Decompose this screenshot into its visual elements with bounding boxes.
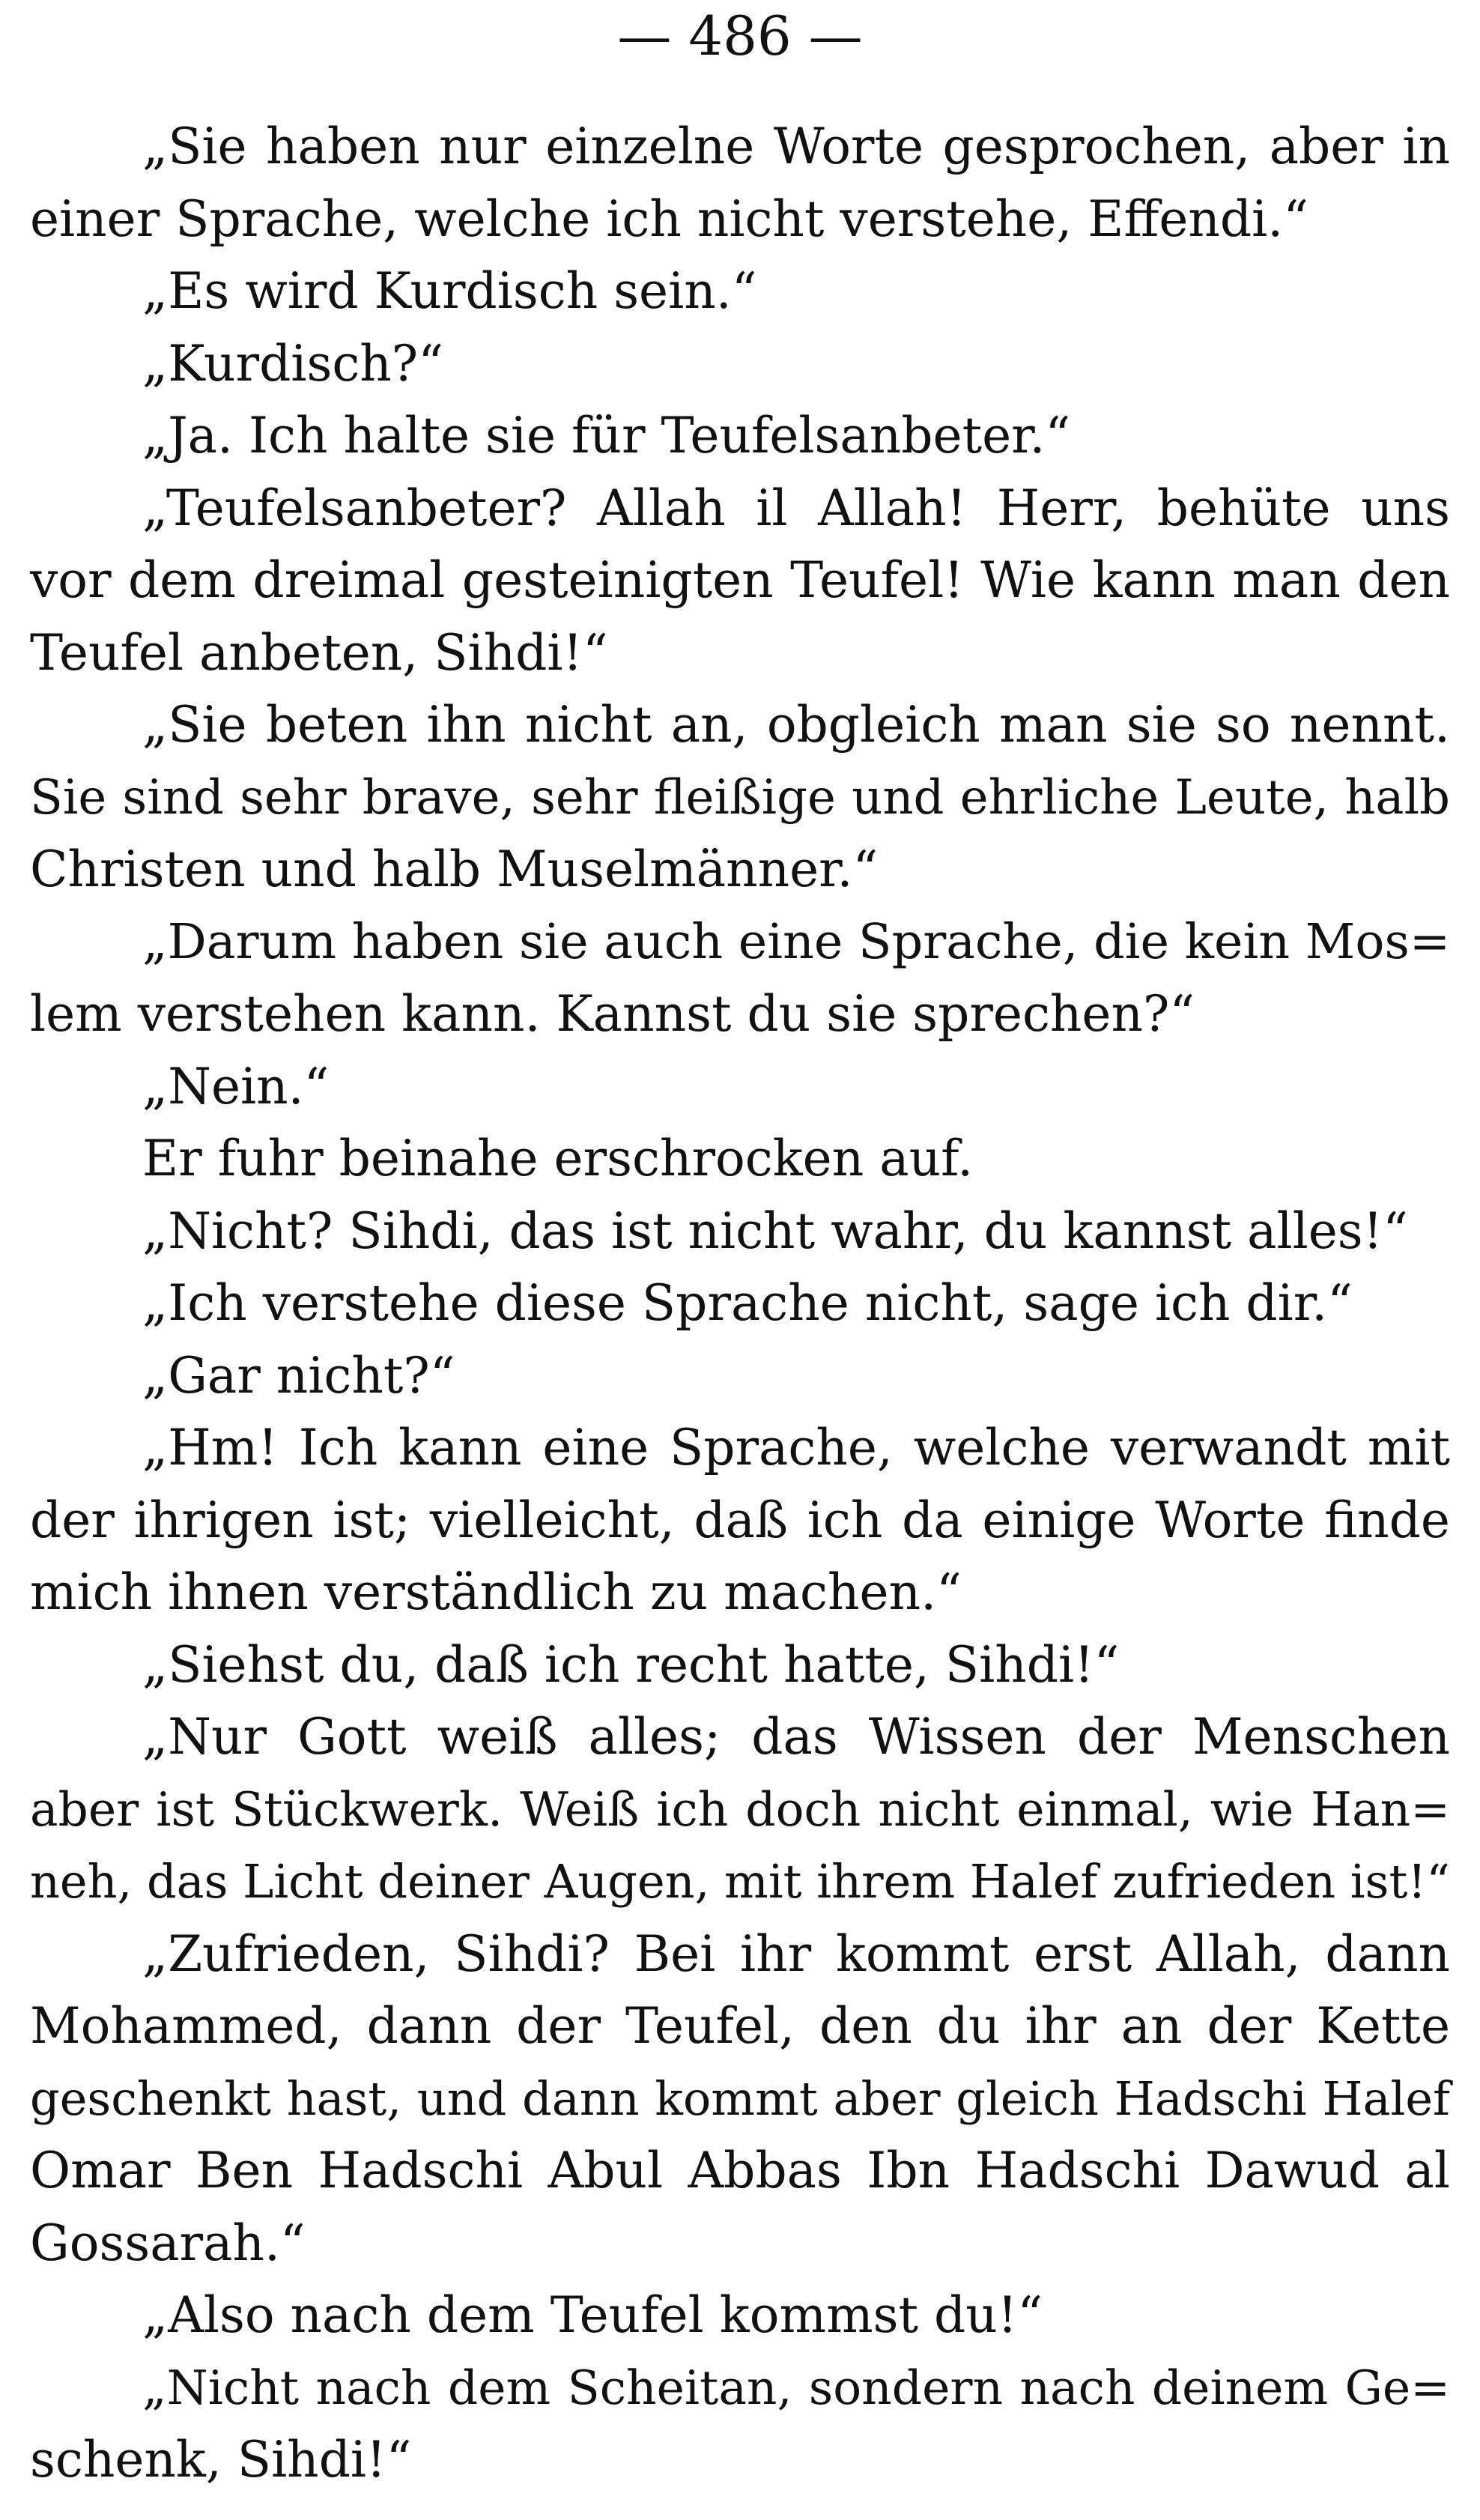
text-line: „Ich verstehe diese Sprache nicht, sage ich dir.“ <box>142 1274 1353 1332</box>
text-line: schenk, Sihdi!“ <box>30 2431 412 2489</box>
text-line: Sie sind sehr brave, sehr fleißige und ehrliche Leute, halb <box>30 769 1450 826</box>
text-line: „Darum haben sie auch eine Sprache, die kein Mos= <box>142 913 1451 970</box>
text-line: „Kurdisch?“ <box>142 334 443 393</box>
text-line: der ihrigen ist; vielleicht, daß ich da einige Worte finde <box>30 1491 1450 1549</box>
text-line: Gossarah.“ <box>30 2214 306 2272</box>
text-line: aber ist Stückwerk. Weiß ich doch nicht einmal, wie Han= <box>30 1781 1450 1837</box>
text-line: mich ihnen verständlich zu machen.“ <box>30 1563 962 1621</box>
text-line: Mohammed, dann der Teufel, den du ihr an der Kette <box>30 1997 1450 2055</box>
text-line: neh, das Licht deiner Augen, mit ihrem Halef zufrieden ist!“ <box>30 1854 1450 1909</box>
body-text <box>30 111 1450 2497</box>
text-line: „Gar nicht?“ <box>142 1346 455 1405</box>
text-line: „Zufrieden, Sihdi? Bei ihr kommt erst Allah, dann <box>142 1924 1450 1983</box>
text-line: „Nicht? Sihdi, das ist nicht wahr, du kannst alles!“ <box>142 1202 1408 1260</box>
text-line: Er fuhr beinahe erschrocken auf. <box>142 1130 974 1187</box>
text-line: „Siehst du, daß ich recht hatte, Sihdi!“ <box>142 1635 1120 1694</box>
text-line: geschenkt hast, und dann kommt aber gleich Hadschi Halef <box>30 2071 1450 2126</box>
text-line: lem verstehen kann. Kannst du sie sprechen?“ <box>30 985 1195 1043</box>
text-line: Christen und halb Muselmänner.“ <box>30 840 879 898</box>
text-line: „Sie haben nur einzelne Worte gesprochen, aber in <box>142 118 1450 175</box>
book-page <box>30 0 1450 2520</box>
text-line: „Nein.“ <box>142 1057 330 1115</box>
text-line: „Also nach dem Teufel kommst du!“ <box>142 2286 1043 2344</box>
text-line: „Nicht nach dem Scheitan, sondern nach deinem Ge= <box>142 2360 1450 2415</box>
text-line: vor dem dreimal gesteinigten Teufel! Wie kann man den <box>30 551 1450 609</box>
text-line: „Es wird Kurdisch sein.“ <box>142 262 757 320</box>
text-line: „Hm! Ich kann eine Sprache, welche verwandt mit <box>142 1419 1450 1476</box>
page-number: — 486 — <box>617 4 863 67</box>
text-line: „Ja. Ich halte sie für Teufelsanbeter.“ <box>142 407 1071 464</box>
text-line: „Teufelsanbeter? Allah il Allah! Herr, behüte uns <box>142 479 1450 537</box>
text-line: Omar Ben Hadschi Abul Abbas Ibn Hadschi Dawud al <box>30 2142 1450 2199</box>
text-line: „Sie beten ihn nicht an, obgleich man sie so nennt. <box>142 696 1450 754</box>
text-line: „Nur Gott weiß alles; das Wissen der Menschen <box>142 1708 1450 1766</box>
text-line: einer Sprache, welche ich nicht verstehe, Effendi.“ <box>30 190 1309 248</box>
text-line: Teufel anbeten, Sihdi!“ <box>30 623 608 682</box>
